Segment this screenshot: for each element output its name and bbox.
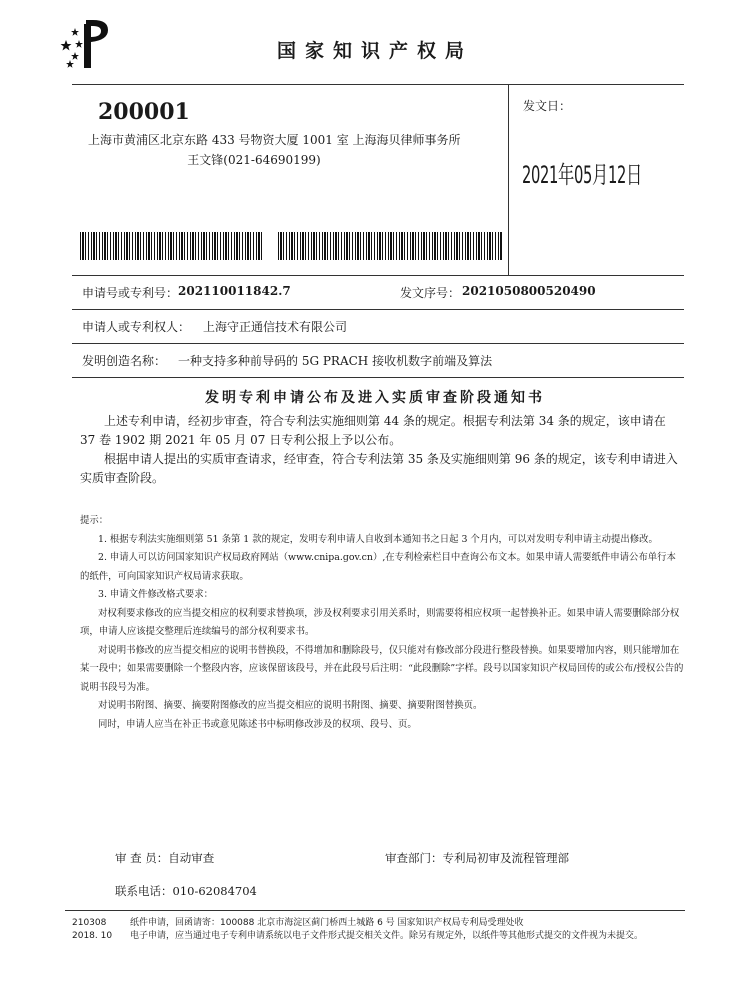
invention-label: 发明创造名称： <box>82 354 167 368</box>
recipient-contact: 王文锋(021-64690199) <box>187 153 321 167</box>
footer-paper-instructions: 纸件申请，回函请寄：100088 北京市海淀区蓟门桥西土城路 6 号 国家知识产权局专利局受理处收 <box>130 918 524 928</box>
footer-form-code: 210308 <box>72 918 107 928</box>
divider <box>72 343 684 344</box>
applicant-label: 申请人或专利权人： <box>82 320 191 334</box>
notice-paragraph-2: 根据申请人提出的实质审查请求，经审查，符合专利法第 35 条及实施细则第 96 条的规定，该专利申请进入实质审查阶段。 <box>80 452 678 485</box>
tip-item: 对说明书修改的应当提交相应的说明书替换段，不得增加和删除段号，仅只能对有修改部分段进行整段替换。如果要增加内容，则只能增加在某一段中；如果需要删除一个整段内容，应该保留该段号，并在此段号后注明：“此段删除”字样。段号以国家知识产权局回传的或公布/授权公告的说明书段号为准。 <box>80 644 684 693</box>
dispatch-date: 2021年05月12日 <box>522 161 642 189</box>
postcode: 200001 <box>98 99 190 125</box>
divider <box>72 377 684 378</box>
invention-title: 一种支持多种前导码的 5G PRACH 接收机数字前端及算法 <box>178 354 493 368</box>
tip-item: 同时，申请人应当在补正书或意见陈述书中标明修改涉及的权项、段号、页。 <box>98 718 417 730</box>
examiner: 审 查 员：自动审查 <box>115 851 215 865</box>
tip-item: 对说明书附图、摘要、摘要附图修改的应当提交相应的说明书附图、摘要、摘要附图替换页。 <box>98 700 483 711</box>
tip-item: 1. 根据专利法实施细则第 51 条第 1 款的规定，发明专利申请人自收到本通知书之日起 3 个月内，可以对发明专利申请主动提出修改。 <box>98 533 658 545</box>
barcode-2 <box>278 232 502 260</box>
contact-phone: 联系电话：010-62084704 <box>115 884 257 898</box>
dispatch-date-label: 发文日： <box>523 99 572 113</box>
notice-title: 发明专利申请公布及进入实质审查阶段通知书 <box>205 390 545 406</box>
recipient-address: 上海市黄浦区北京东路 433 号物资大厦 1001 室 上海海贝律师事务所 <box>88 133 461 147</box>
serial-number: 2021050800520490 <box>462 284 596 298</box>
barcode-1 <box>80 232 263 260</box>
header-divider <box>72 84 684 85</box>
tip-item: 3. 申请文件修改格式要求： <box>98 589 214 600</box>
address-block-divider <box>508 84 509 275</box>
tip-item: 2. 申请人可以访问国家知识产权局政府网站（www.cnipa.gov.cn）,在专利检索栏目中查询公布文本。如果申请人需要纸件申请公布单行本的纸件，可向国家知识产权局请求获取。 <box>80 552 676 582</box>
office-name: 国家知识产权局 <box>276 40 473 62</box>
footer-electronic-instructions: 电子申请，应当通过电子专利申请系统以电子文件形式提交相关文件。除另有规定外，以纸件等其他形式提交的文件视为未提交。 <box>130 931 644 941</box>
application-number: 202110011842.7 <box>178 284 291 298</box>
tips-label: 提示： <box>80 515 109 526</box>
serial-number-label: 发文序号： <box>400 286 461 300</box>
footer-form-version: 2018. 10 <box>72 931 113 941</box>
applicant-name: 上海守正通信技术有限公司 <box>203 320 348 334</box>
notice-paragraph-1: 上述专利申请，经初步审查，符合专利法实施细则第 44 条的规定。根据专利法第 34 条的规定，该申请在 37 卷 1902 期 2021 年 05 月 07 日专利公报上予以公布。 <box>80 414 666 447</box>
divider <box>72 309 684 310</box>
examining-department: 审查部门：专利局初审及流程管理部 <box>385 851 569 865</box>
application-number-label: 申请号或专利号： <box>82 286 179 300</box>
tips-section <box>80 512 684 734</box>
footer-divider <box>65 910 685 911</box>
notice-body <box>80 412 684 488</box>
tip-item: 对权利要求修改的应当提交相应的权利要求替换项，涉及权利要求引用关系时，则需要将相应权项一起替换补正。如果申请人需要删除部分权项，申请人应该提交整理后连续编号的部分权利要求书。 <box>80 607 680 637</box>
footer <box>72 917 685 943</box>
divider <box>72 275 684 276</box>
